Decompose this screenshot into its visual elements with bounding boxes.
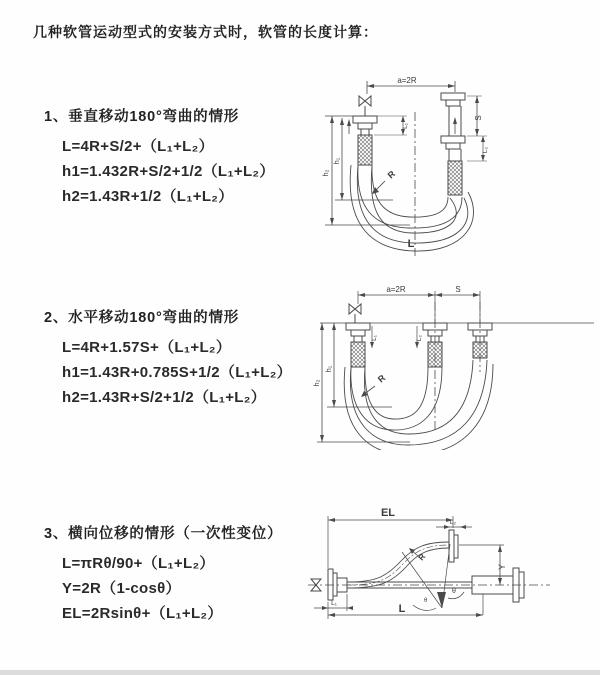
d3-label-r: R [416, 552, 428, 563]
hose-curves [347, 542, 449, 588]
d3-label-l2: L₂ [449, 519, 457, 526]
valve-icon [349, 304, 361, 314]
d3-label-l: L [398, 603, 406, 615]
d2-label-h1: h₁ [324, 365, 333, 373]
d1-label-l1: L₁ [402, 123, 409, 129]
section-vertical-movement [44, 105, 275, 209]
formula-line: L=4R+S/2+（L₁+L₂） [62, 138, 214, 155]
formula-line: h1=1.43R+0.785S+1/2（L₁+L₂） [62, 364, 292, 381]
braided-hose-section [358, 135, 372, 165]
d3-label-l1: L₁ [331, 600, 337, 607]
page-bottom-edge [0, 670, 600, 675]
diagram-horizontal-180-bend [312, 282, 600, 450]
diagram-lateral-displacement-drawing [300, 498, 600, 653]
flange [346, 323, 370, 330]
valve-icon [359, 96, 371, 106]
d1-linework [325, 81, 487, 256]
section-1-formulas [62, 134, 275, 209]
section-horizontal-movement [44, 306, 292, 410]
d1-label-r: R [385, 168, 398, 181]
formula-line: L=4R+1.57S+（L₁+L₂） [62, 339, 232, 356]
flange [353, 116, 377, 123]
d3-label-el: EL [380, 507, 396, 519]
diagram-vertical-180-bend [315, 70, 600, 260]
section-2-formulas [62, 335, 292, 410]
formula-line: Y=2R（1-cosθ） [62, 580, 181, 597]
d1-label-l2: L₂ [482, 146, 489, 154]
d3-arrowheads [322, 518, 502, 617]
d2-label-r: R [375, 372, 388, 385]
formula-line: h2=1.43R+1/2（L₁+L₂） [62, 188, 234, 205]
braided-hose-section [448, 161, 462, 195]
d2-arrowheads [320, 293, 480, 442]
d1-label-h2: h₂ [321, 169, 330, 177]
d1-label-a2r: a=2R [397, 76, 417, 85]
formula-line: h1=1.432R+S/2+1/2（L₁+L₂） [62, 163, 275, 180]
d2-linework [317, 291, 594, 450]
braided-hose-section [351, 342, 365, 367]
braided-hose-section [428, 342, 442, 367]
d1-label-h1: h₁ [332, 157, 341, 165]
formula-line: L=πRθ/90+（L₁+L₂） [62, 555, 215, 572]
d1-label-s: S [474, 115, 483, 121]
flange [328, 569, 333, 600]
section-2-heading: 2、水平移动180°弯曲的情形 [44, 310, 240, 326]
flange [441, 136, 465, 143]
diagram-lateral-displacement [300, 498, 600, 653]
diagram-horizontal-180-bend-drawing [312, 282, 600, 450]
d2-label-h2: h₂ [312, 379, 321, 387]
section-lateral-displacement [44, 522, 282, 626]
d3-label-theta: θ [424, 598, 428, 604]
flange [441, 93, 465, 100]
d3-label-y: Y [497, 563, 507, 571]
d2-label-a2r: a=2R [386, 285, 406, 294]
d3-linework [308, 516, 550, 619]
formula-line: EL=2Rsinθ+（L₁+L₂） [62, 605, 223, 622]
section-3-heading: 3、横向位移的情形（一次性变位） [44, 526, 283, 542]
section-3-formulas [62, 551, 282, 626]
section-1-heading: 1、垂直移动180°弯曲的情形 [44, 109, 240, 125]
d2-label-s: S [455, 285, 461, 294]
flange [358, 123, 372, 129]
diagram-vertical-180-bend-drawing [315, 70, 600, 260]
d1-label-l: L [407, 238, 415, 250]
braided-hose-section [473, 342, 487, 358]
page-title: 几种软管运动型式的安装方式时，软管的长度计算： [33, 24, 378, 40]
d3-label-theta: θ [452, 588, 456, 595]
formula-line: h2=1.43R+S/2+1/2（L₁+L₂） [62, 389, 267, 406]
d2-label-l1: L₁ [371, 335, 378, 341]
d2-label-l2: L₂ [416, 334, 423, 342]
hose-curves [344, 360, 493, 450]
